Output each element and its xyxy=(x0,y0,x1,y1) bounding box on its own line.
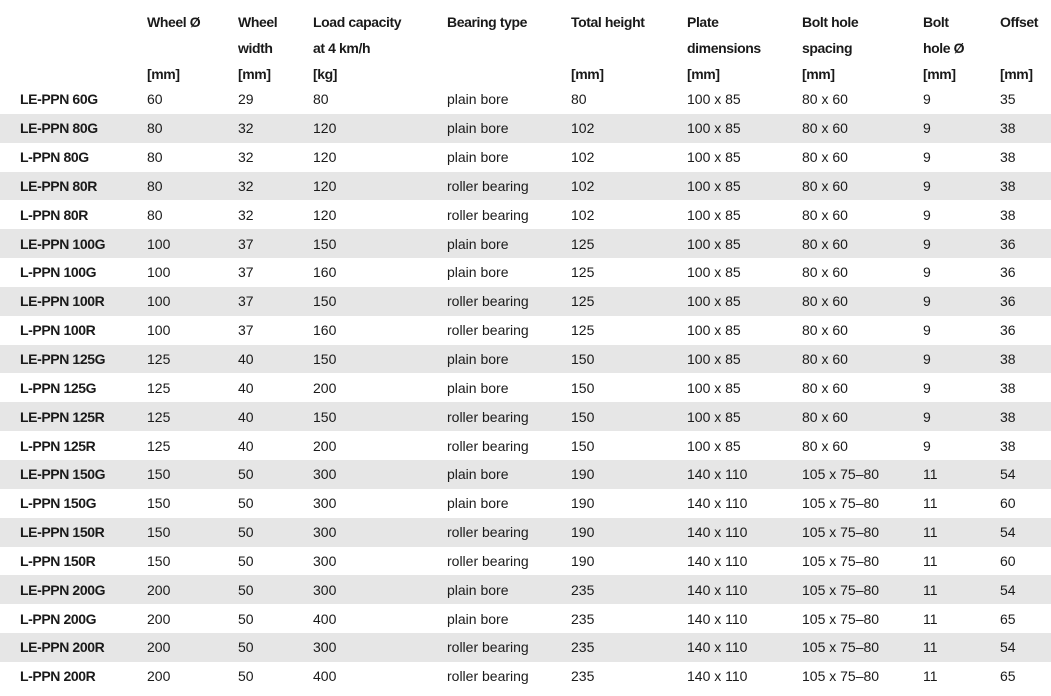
cell-wheel-diameter: 80 xyxy=(147,177,163,194)
cell-total-height: 190 xyxy=(571,495,595,512)
cell-model: L-PPN 150R xyxy=(20,552,96,569)
cell-total-height: 150 xyxy=(571,379,595,396)
table-row xyxy=(0,431,1051,460)
cell-load-capacity: 300 xyxy=(313,581,337,598)
cell-bolt-hole-diameter: 9 xyxy=(923,91,931,108)
cell-total-height: 125 xyxy=(571,264,595,281)
cell-total-height: 125 xyxy=(571,322,595,339)
cell-wheel-width: 32 xyxy=(238,177,254,194)
cell-offset: 38 xyxy=(1000,437,1016,454)
cell-plate-dimensions: 140 x 110 xyxy=(687,668,748,685)
cell-offset: 54 xyxy=(1000,639,1016,656)
cell-wheel-width: 32 xyxy=(238,149,254,166)
cell-wheel-width: 40 xyxy=(238,408,254,425)
cell-wheel-diameter: 200 xyxy=(147,581,171,598)
cell-wheel-width: 32 xyxy=(238,206,254,223)
cell-bolt-hole-spacing: 105 x 75–80 xyxy=(802,639,880,656)
cell-plate-dimensions: 100 x 85 xyxy=(687,322,741,339)
cell-wheel-diameter: 100 xyxy=(147,264,171,281)
cell-wheel-diameter: 100 xyxy=(147,293,171,310)
cell-offset: 36 xyxy=(1000,293,1016,310)
cell-offset: 38 xyxy=(1000,149,1016,166)
header-load-capacity: Load capacity at 4 km/h [kg] xyxy=(313,14,402,82)
cell-model: L-PPN 125G xyxy=(20,379,97,396)
cell-bearing-type: plain bore xyxy=(447,264,509,281)
cell-wheel-diameter: 60 xyxy=(147,91,163,108)
cell-model: L-PPN 200R xyxy=(20,668,96,685)
cell-bolt-hole-diameter: 9 xyxy=(923,437,931,454)
cell-plate-dimensions: 100 x 85 xyxy=(687,177,741,194)
cell-plate-dimensions: 140 x 110 xyxy=(687,495,748,512)
cell-load-capacity: 150 xyxy=(313,293,337,310)
cell-plate-dimensions: 100 x 85 xyxy=(687,149,741,166)
cell-total-height: 235 xyxy=(571,668,595,685)
cell-offset: 38 xyxy=(1000,379,1016,396)
cell-bolt-hole-spacing: 105 x 75–80 xyxy=(802,495,880,512)
cell-bolt-hole-spacing: 80 x 60 xyxy=(802,177,848,194)
cell-total-height: 150 xyxy=(571,437,595,454)
cell-bearing-type: plain bore xyxy=(447,120,509,137)
cell-offset: 65 xyxy=(1000,668,1016,685)
cell-load-capacity: 160 xyxy=(313,322,337,339)
cell-bearing-type: plain bore xyxy=(447,351,509,368)
cell-offset: 54 xyxy=(1000,581,1016,598)
cell-wheel-width: 37 xyxy=(238,235,254,252)
cell-offset: 38 xyxy=(1000,177,1016,194)
cell-plate-dimensions: 140 x 110 xyxy=(687,639,748,656)
cell-model: L-PPN 100G xyxy=(20,264,97,281)
cell-bearing-type: roller bearing xyxy=(447,668,529,685)
cell-load-capacity: 400 xyxy=(313,610,337,627)
cell-total-height: 102 xyxy=(571,149,595,166)
cell-bearing-type: roller bearing xyxy=(447,206,529,223)
cell-wheel-diameter: 125 xyxy=(147,408,171,425)
header-bearing-type: Bearing type xyxy=(447,14,527,30)
cell-wheel-diameter: 200 xyxy=(147,610,171,627)
cell-load-capacity: 300 xyxy=(313,552,337,569)
cell-offset: 38 xyxy=(1000,408,1016,425)
cell-bolt-hole-spacing: 80 x 60 xyxy=(802,293,848,310)
table-row xyxy=(0,402,1051,431)
cell-wheel-diameter: 80 xyxy=(147,120,163,137)
cell-bolt-hole-spacing: 105 x 75–80 xyxy=(802,552,880,569)
cell-model: LE-PPN 60G xyxy=(20,91,98,108)
cell-model: L-PPN 150G xyxy=(20,495,97,512)
cell-bolt-hole-diameter: 9 xyxy=(923,379,931,396)
cell-offset: 65 xyxy=(1000,610,1016,627)
cell-model: LE-PPN 200G xyxy=(20,581,106,598)
table-row xyxy=(0,143,1051,172)
cell-bolt-hole-spacing: 105 x 75–80 xyxy=(802,581,880,598)
cell-model: LE-PPN 100R xyxy=(20,293,105,310)
table-row xyxy=(0,85,1051,114)
cell-offset: 60 xyxy=(1000,552,1016,569)
cell-bolt-hole-spacing: 80 x 60 xyxy=(802,206,848,223)
cell-load-capacity: 300 xyxy=(313,495,337,512)
cell-wheel-diameter: 150 xyxy=(147,495,171,512)
cell-wheel-width: 50 xyxy=(238,581,254,598)
cell-wheel-diameter: 200 xyxy=(147,668,171,685)
cell-wheel-width: 50 xyxy=(238,610,254,627)
cell-bolt-hole-diameter: 11 xyxy=(923,495,938,512)
cell-total-height: 102 xyxy=(571,177,595,194)
cell-offset: 54 xyxy=(1000,466,1016,483)
table-row xyxy=(0,200,1051,229)
cell-plate-dimensions: 100 x 85 xyxy=(687,408,741,425)
cell-wheel-width: 50 xyxy=(238,552,254,569)
cell-offset: 38 xyxy=(1000,351,1016,368)
cell-bolt-hole-spacing: 80 x 60 xyxy=(802,408,848,425)
cell-load-capacity: 160 xyxy=(313,264,337,281)
cell-offset: 35 xyxy=(1000,91,1016,108)
cell-bearing-type: plain bore xyxy=(447,495,509,512)
cell-wheel-width: 40 xyxy=(238,437,254,454)
cell-offset: 38 xyxy=(1000,120,1016,137)
cell-wheel-diameter: 125 xyxy=(147,379,171,396)
cell-plate-dimensions: 100 x 85 xyxy=(687,379,741,396)
cell-bolt-hole-diameter: 9 xyxy=(923,322,931,339)
cell-offset: 36 xyxy=(1000,264,1016,281)
cell-bolt-hole-spacing: 80 x 60 xyxy=(802,91,848,108)
cell-bolt-hole-spacing: 80 x 60 xyxy=(802,149,848,166)
cell-plate-dimensions: 100 x 85 xyxy=(687,264,741,281)
cell-wheel-width: 37 xyxy=(238,293,254,310)
table-row xyxy=(0,287,1051,316)
cell-wheel-width: 32 xyxy=(238,120,254,137)
cell-plate-dimensions: 140 x 110 xyxy=(687,524,748,541)
cell-bolt-hole-diameter: 9 xyxy=(923,206,931,223)
cell-bolt-hole-diameter: 9 xyxy=(923,408,931,425)
cell-bolt-hole-spacing: 80 x 60 xyxy=(802,351,848,368)
cell-model: LE-PPN 125R xyxy=(20,408,105,425)
cell-load-capacity: 200 xyxy=(313,379,337,396)
cell-total-height: 102 xyxy=(571,120,595,137)
cell-plate-dimensions: 140 x 110 xyxy=(687,552,748,569)
table-row xyxy=(0,633,1051,662)
table-row xyxy=(0,604,1051,633)
cell-model: L-PPN 80G xyxy=(20,149,89,166)
header-wheel-diameter: Wheel Ø [mm] xyxy=(147,14,201,82)
cell-plate-dimensions: 140 x 110 xyxy=(687,610,748,627)
table-row xyxy=(0,575,1051,604)
cell-wheel-diameter: 125 xyxy=(147,437,171,454)
cell-bolt-hole-diameter: 11 xyxy=(923,610,938,627)
table-row xyxy=(0,489,1051,518)
cell-total-height: 235 xyxy=(571,639,595,656)
cell-wheel-diameter: 150 xyxy=(147,524,171,541)
cell-model: LE-PPN 125G xyxy=(20,351,106,368)
table-row xyxy=(0,460,1051,489)
cell-offset: 54 xyxy=(1000,524,1016,541)
table-row xyxy=(0,316,1051,345)
cell-model: LE-PPN 80G xyxy=(20,120,98,137)
header-bolt-hole-diameter: Bolt hole Ø [mm] xyxy=(923,14,965,82)
cell-bolt-hole-diameter: 11 xyxy=(923,524,938,541)
cell-bolt-hole-spacing: 80 x 60 xyxy=(802,379,848,396)
cell-wheel-width: 50 xyxy=(238,639,254,656)
cell-bearing-type: roller bearing xyxy=(447,552,529,569)
header-offset: Offset [mm] xyxy=(1000,14,1039,82)
cell-bolt-hole-diameter: 9 xyxy=(923,264,931,281)
cell-wheel-diameter: 125 xyxy=(147,351,171,368)
cell-bearing-type: roller bearing xyxy=(447,177,529,194)
cell-load-capacity: 120 xyxy=(313,177,337,194)
cell-model: LE-PPN 80R xyxy=(20,177,97,194)
cell-bearing-type: plain bore xyxy=(447,149,509,166)
cell-total-height: 125 xyxy=(571,293,595,310)
cell-load-capacity: 150 xyxy=(313,351,337,368)
table-row xyxy=(0,114,1051,143)
cell-wheel-width: 40 xyxy=(238,351,254,368)
table-row xyxy=(0,547,1051,576)
cell-bolt-hole-diameter: 11 xyxy=(923,552,938,569)
cell-model: LE-PPN 150G xyxy=(20,466,106,483)
cell-load-capacity: 300 xyxy=(313,639,337,656)
cell-bolt-hole-diameter: 9 xyxy=(923,120,931,137)
cell-load-capacity: 120 xyxy=(313,149,337,166)
cell-bearing-type: roller bearing xyxy=(447,639,529,656)
cell-wheel-width: 29 xyxy=(238,91,254,108)
cell-wheel-width: 50 xyxy=(238,495,254,512)
cell-load-capacity: 200 xyxy=(313,437,337,454)
cell-model: L-PPN 200G xyxy=(20,610,97,627)
cell-bolt-hole-diameter: 9 xyxy=(923,293,931,310)
cell-total-height: 190 xyxy=(571,552,595,569)
header-bolt-hole-spacing: Bolt hole spacing [mm] xyxy=(802,14,859,82)
cell-bearing-type: roller bearing xyxy=(447,322,529,339)
cell-plate-dimensions: 100 x 85 xyxy=(687,437,741,454)
cell-load-capacity: 300 xyxy=(313,466,337,483)
cell-plate-dimensions: 100 x 85 xyxy=(687,120,741,137)
cell-total-height: 190 xyxy=(571,466,595,483)
cell-bearing-type: plain bore xyxy=(447,610,509,627)
cell-wheel-diameter: 150 xyxy=(147,466,171,483)
cell-bearing-type: plain bore xyxy=(447,235,509,252)
table-body xyxy=(0,85,1051,691)
cell-total-height: 150 xyxy=(571,408,595,425)
table-header xyxy=(0,0,1051,84)
cell-load-capacity: 150 xyxy=(313,408,337,425)
cell-offset: 36 xyxy=(1000,235,1016,252)
cell-plate-dimensions: 100 x 85 xyxy=(687,351,741,368)
cell-model: LE-PPN 200R xyxy=(20,639,105,656)
cell-bolt-hole-diameter: 11 xyxy=(923,668,938,685)
cell-bolt-hole-diameter: 9 xyxy=(923,351,931,368)
cell-model: L-PPN 100R xyxy=(20,322,96,339)
cell-total-height: 80 xyxy=(571,91,587,108)
cell-total-height: 150 xyxy=(571,351,595,368)
cell-bolt-hole-diameter: 9 xyxy=(923,235,931,252)
cell-wheel-width: 50 xyxy=(238,466,254,483)
cell-plate-dimensions: 100 x 85 xyxy=(687,293,741,310)
table-row xyxy=(0,172,1051,201)
cell-bearing-type: roller bearing xyxy=(447,437,529,454)
cell-load-capacity: 300 xyxy=(313,524,337,541)
cell-bolt-hole-spacing: 105 x 75–80 xyxy=(802,524,880,541)
header-wheel-width: Wheel width [mm] xyxy=(238,14,278,82)
cell-bolt-hole-diameter: 11 xyxy=(923,639,938,656)
cell-bolt-hole-diameter: 11 xyxy=(923,581,938,598)
cell-load-capacity: 120 xyxy=(313,120,337,137)
cell-load-capacity: 80 xyxy=(313,91,329,108)
cell-load-capacity: 150 xyxy=(313,235,337,252)
table-row xyxy=(0,345,1051,374)
cell-model: L-PPN 80R xyxy=(20,206,88,223)
cell-wheel-diameter: 150 xyxy=(147,552,171,569)
table-row xyxy=(0,518,1051,547)
cell-total-height: 125 xyxy=(571,235,595,252)
cell-plate-dimensions: 140 x 110 xyxy=(687,466,748,483)
header-total-height: Total height [mm] xyxy=(571,14,645,82)
cell-bolt-hole-spacing: 80 x 60 xyxy=(802,235,848,252)
cell-model: LE-PPN 150R xyxy=(20,524,105,541)
cell-bearing-type: roller bearing xyxy=(447,524,529,541)
cell-offset: 36 xyxy=(1000,322,1016,339)
cell-bolt-hole-spacing: 105 x 75–80 xyxy=(802,466,880,483)
cell-plate-dimensions: 100 x 85 xyxy=(687,91,741,108)
cell-bolt-hole-spacing: 105 x 75–80 xyxy=(802,610,880,627)
cell-offset: 38 xyxy=(1000,206,1016,223)
cell-total-height: 235 xyxy=(571,581,595,598)
cell-bolt-hole-diameter: 9 xyxy=(923,149,931,166)
cell-offset: 60 xyxy=(1000,495,1016,512)
cell-wheel-width: 37 xyxy=(238,322,254,339)
cell-wheel-diameter: 80 xyxy=(147,206,163,223)
table-row xyxy=(0,258,1051,287)
cell-wheel-width: 50 xyxy=(238,524,254,541)
cell-bolt-hole-spacing: 80 x 60 xyxy=(802,120,848,137)
cell-plate-dimensions: 100 x 85 xyxy=(687,206,741,223)
cell-total-height: 102 xyxy=(571,206,595,223)
table-row xyxy=(0,229,1051,258)
cell-wheel-diameter: 100 xyxy=(147,235,171,252)
cell-bolt-hole-spacing: 80 x 60 xyxy=(802,322,848,339)
cell-wheel-width: 50 xyxy=(238,668,254,685)
cell-load-capacity: 120 xyxy=(313,206,337,223)
cell-bolt-hole-diameter: 9 xyxy=(923,177,931,194)
table-row xyxy=(0,662,1051,691)
cell-wheel-width: 40 xyxy=(238,379,254,396)
cell-wheel-diameter: 80 xyxy=(147,149,163,166)
header-plate-dimensions: Plate dimensions [mm] xyxy=(687,14,761,82)
cell-model: L-PPN 125R xyxy=(20,437,96,454)
cell-model: LE-PPN 100G xyxy=(20,235,106,252)
cell-bolt-hole-spacing: 105 x 75–80 xyxy=(802,668,880,685)
cell-bearing-type: plain bore xyxy=(447,379,509,396)
cell-total-height: 190 xyxy=(571,524,595,541)
cell-bolt-hole-diameter: 11 xyxy=(923,466,938,483)
cell-wheel-diameter: 100 xyxy=(147,322,171,339)
cell-bearing-type: plain bore xyxy=(447,581,509,598)
cell-bearing-type: roller bearing xyxy=(447,293,529,310)
cell-bearing-type: plain bore xyxy=(447,91,509,108)
cell-bolt-hole-spacing: 80 x 60 xyxy=(802,437,848,454)
cell-wheel-diameter: 200 xyxy=(147,639,171,656)
cell-wheel-width: 37 xyxy=(238,264,254,281)
cell-plate-dimensions: 140 x 110 xyxy=(687,581,748,598)
cell-total-height: 235 xyxy=(571,610,595,627)
cell-plate-dimensions: 100 x 85 xyxy=(687,235,741,252)
cell-load-capacity: 400 xyxy=(313,668,337,685)
cell-bearing-type: plain bore xyxy=(447,466,509,483)
table-row xyxy=(0,373,1051,402)
cell-bearing-type: roller bearing xyxy=(447,408,529,425)
cell-bolt-hole-spacing: 80 x 60 xyxy=(802,264,848,281)
